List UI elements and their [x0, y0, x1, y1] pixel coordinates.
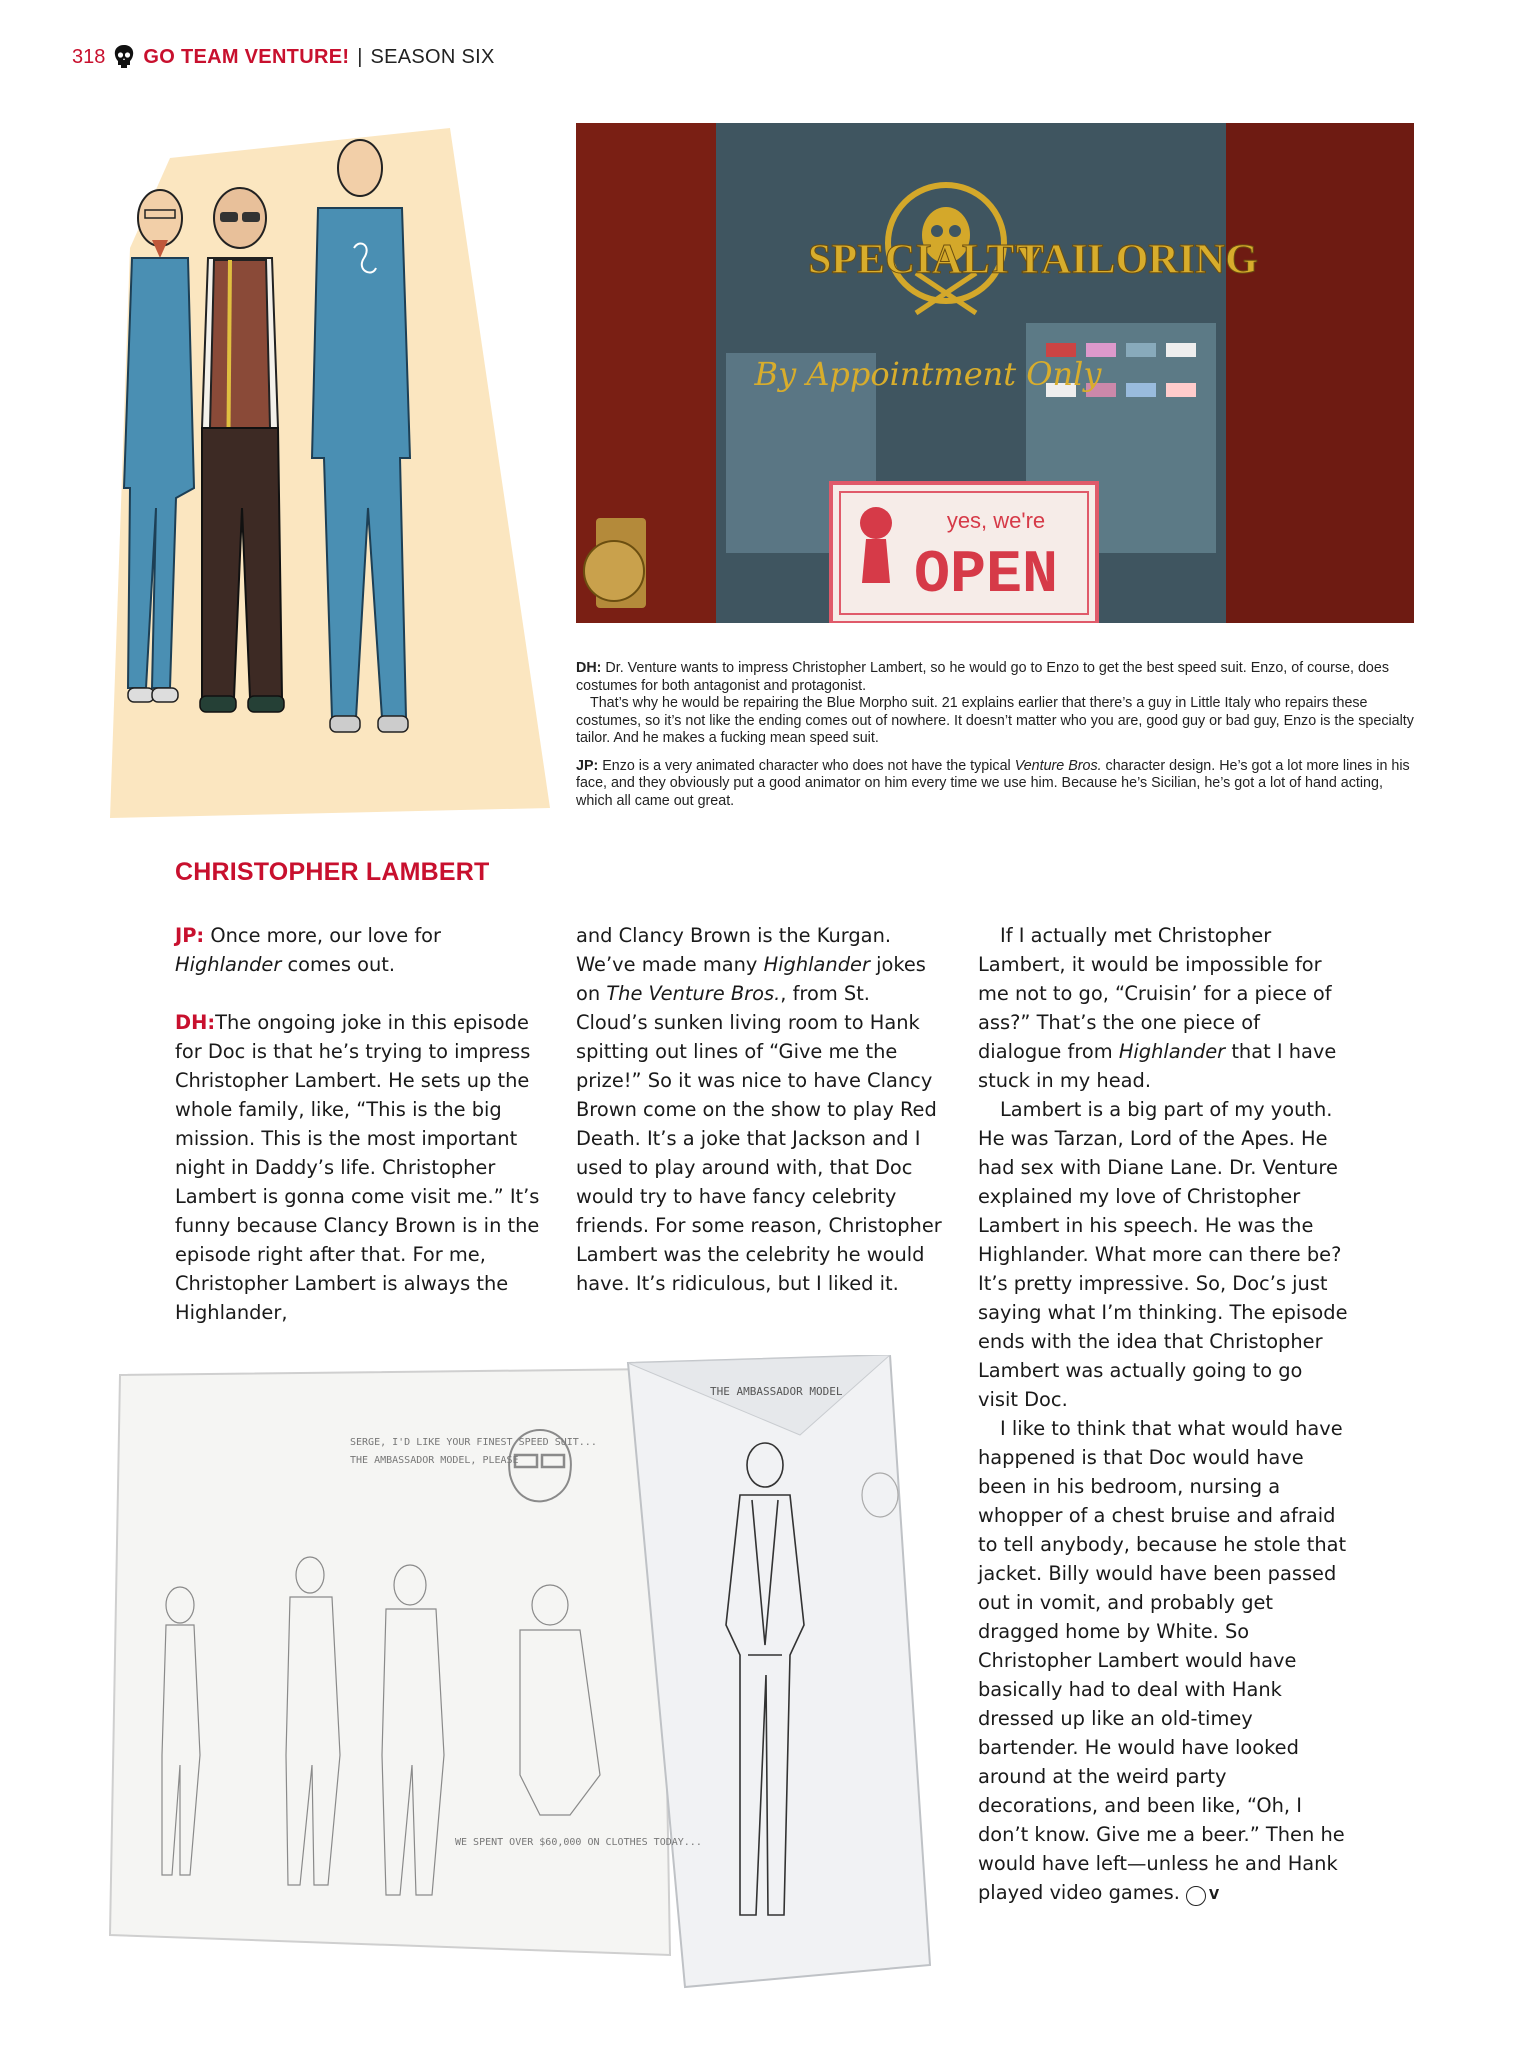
sign-by-appointment: By Appointment Only — [754, 355, 1102, 393]
open-sign-small: yes, we're — [946, 508, 1046, 533]
doorknob — [584, 541, 644, 601]
tailor-shop-image — [576, 123, 1414, 623]
caption-para-1: DH: Dr. Venture wants to impress Christopher Lambert, so he would go to Enzo to get the best speed suit. Enzo, of course, does costumes for both antagonist and protagonist. — [576, 660, 1389, 694]
caption-speaker-jp: JP: — [576, 757, 599, 774]
col3-paragraph-3: I like to think that what would have happened is that Doc would have been in his bedroom, nursing a whopper of a chest bruise and afraid to tell anybody, because he stole that jacket. Billy would have been passed out in vomit, and probably get dragged home by White. So Christopher Lambert would have basically had to deal with Hank dressed up like an old-timey bartender. He would have looked around at the weird party decorations, and been like, “Oh, I don’t know. Give me a beer.” Then he would have left—unless he and Hank played video games. V — [978, 1417, 1347, 1904]
page-number: 318 — [72, 45, 106, 68]
col3-paragraph-1: If I actually met Christopher Lambert, it would be impossible for me not to go, “Cruisin’ for a piece of ass?” That’s the one piece of dialogue from Highlander that I have stuck in my head. — [978, 924, 1337, 1092]
dh-paragraph: DH:The ongoing joke in this episode for Doc is that he’s trying to impress Christopher Lambert. He sets up the whole family, like, “This is the big mission. This is the most important night in Daddy’s life. Christopher Lambert is gonna come visit me.” It’s funny because Clancy Brown is in the episode right after that. For me, Christopher Lambert is always the Highlander, — [175, 1011, 540, 1324]
sketch-note-1: WE SPENT OVER $60,000 ON CLOTHES TODAY... — [455, 1837, 702, 1848]
caption-para-2: That’s why he would be repairing the Blue Morpho suit. 21 explains earlier that there’s a guy in Little Italy who repairs these costumes, so it’s not like the ending comes out of nowhere. It doesn’t matter who you are, good guy or bad guy, Enzo is the specialty tailor. And he makes a fucking mean speed suit. — [576, 695, 1414, 746]
caption-para-3: JP: Enzo is a very animated character who does not have the typical Venture Bros. character design. He’s got a lot more lines in his face, and they obviously put a good animator on him every time we use him. Because he’s Sicilian, he’s got a lot of hand acting, which all came out great. — [576, 757, 1410, 809]
col3-paragraph-2: Lambert is a big part of my youth. He was Tarzan, Lord of the Apes. He had sex with Diane Lane. Dr. Venture explained my love of Christopher Lambert in his speech. He was the Highlander. What more can there be? It’s pretty impressive. So, Doc’s just saying what I’m thinking. The episode ends with the idea that Christopher Lambert was actually going to go visit Doc. — [978, 1098, 1348, 1411]
running-header — [72, 44, 495, 70]
body-column-2 — [576, 921, 946, 1298]
character-illustration — [110, 128, 550, 818]
door-frame-right — [1226, 123, 1414, 623]
sketch-note-2: THE AMBASSADOR MODEL — [710, 1385, 843, 1398]
sketch-speech-1: SERGE, I'D LIKE YOUR FINEST SPEED SUIT... — [350, 1437, 597, 1448]
sign-tailoring: TAILORING — [1016, 237, 1258, 283]
pencil-sketches — [100, 1355, 940, 1995]
body-column-1 — [175, 921, 545, 1327]
end-mark-icon: V — [1186, 1886, 1206, 1906]
body-column-3 — [978, 921, 1348, 1907]
sketch-speech-2: THE AMBASSADOR MODEL, PLEASE — [350, 1455, 519, 1466]
section-label: SEASON SIX — [370, 45, 495, 68]
jp-paragraph: JP: Once more, our love for Highlander comes out. — [175, 924, 441, 976]
sign-specialty: SPECIALTY — [808, 237, 1045, 283]
speaker-jp: JP: — [175, 924, 205, 947]
image-caption — [576, 660, 1416, 820]
caption-speaker-dh: DH: — [576, 660, 602, 676]
section-heading: CHRISTOPHER LAMBERT — [175, 858, 490, 886]
skull-icon — [113, 44, 135, 70]
open-sign-big: OPEN — [913, 542, 1059, 610]
book-title: GO TEAM VENTURE! — [143, 45, 350, 68]
speaker-dh: DH: — [175, 1011, 216, 1034]
header-separator: | — [357, 45, 363, 68]
col2-paragraph: and Clancy Brown is the Kurgan. We’ve made many Highlander jokes on The Venture Bros., from St. Cloud’s sunken living room to Hank spitting out lines of “Give me the prize!” So it was nice to have Clancy Brown come on the show to play Red Death. It’s a joke that Jackson and I used to play around with, that Doc would try to have fancy celebrity friends. For some reason, Christopher Lambert was the celebrity he would have. It’s ridiculous, but I liked it. — [576, 924, 942, 1295]
